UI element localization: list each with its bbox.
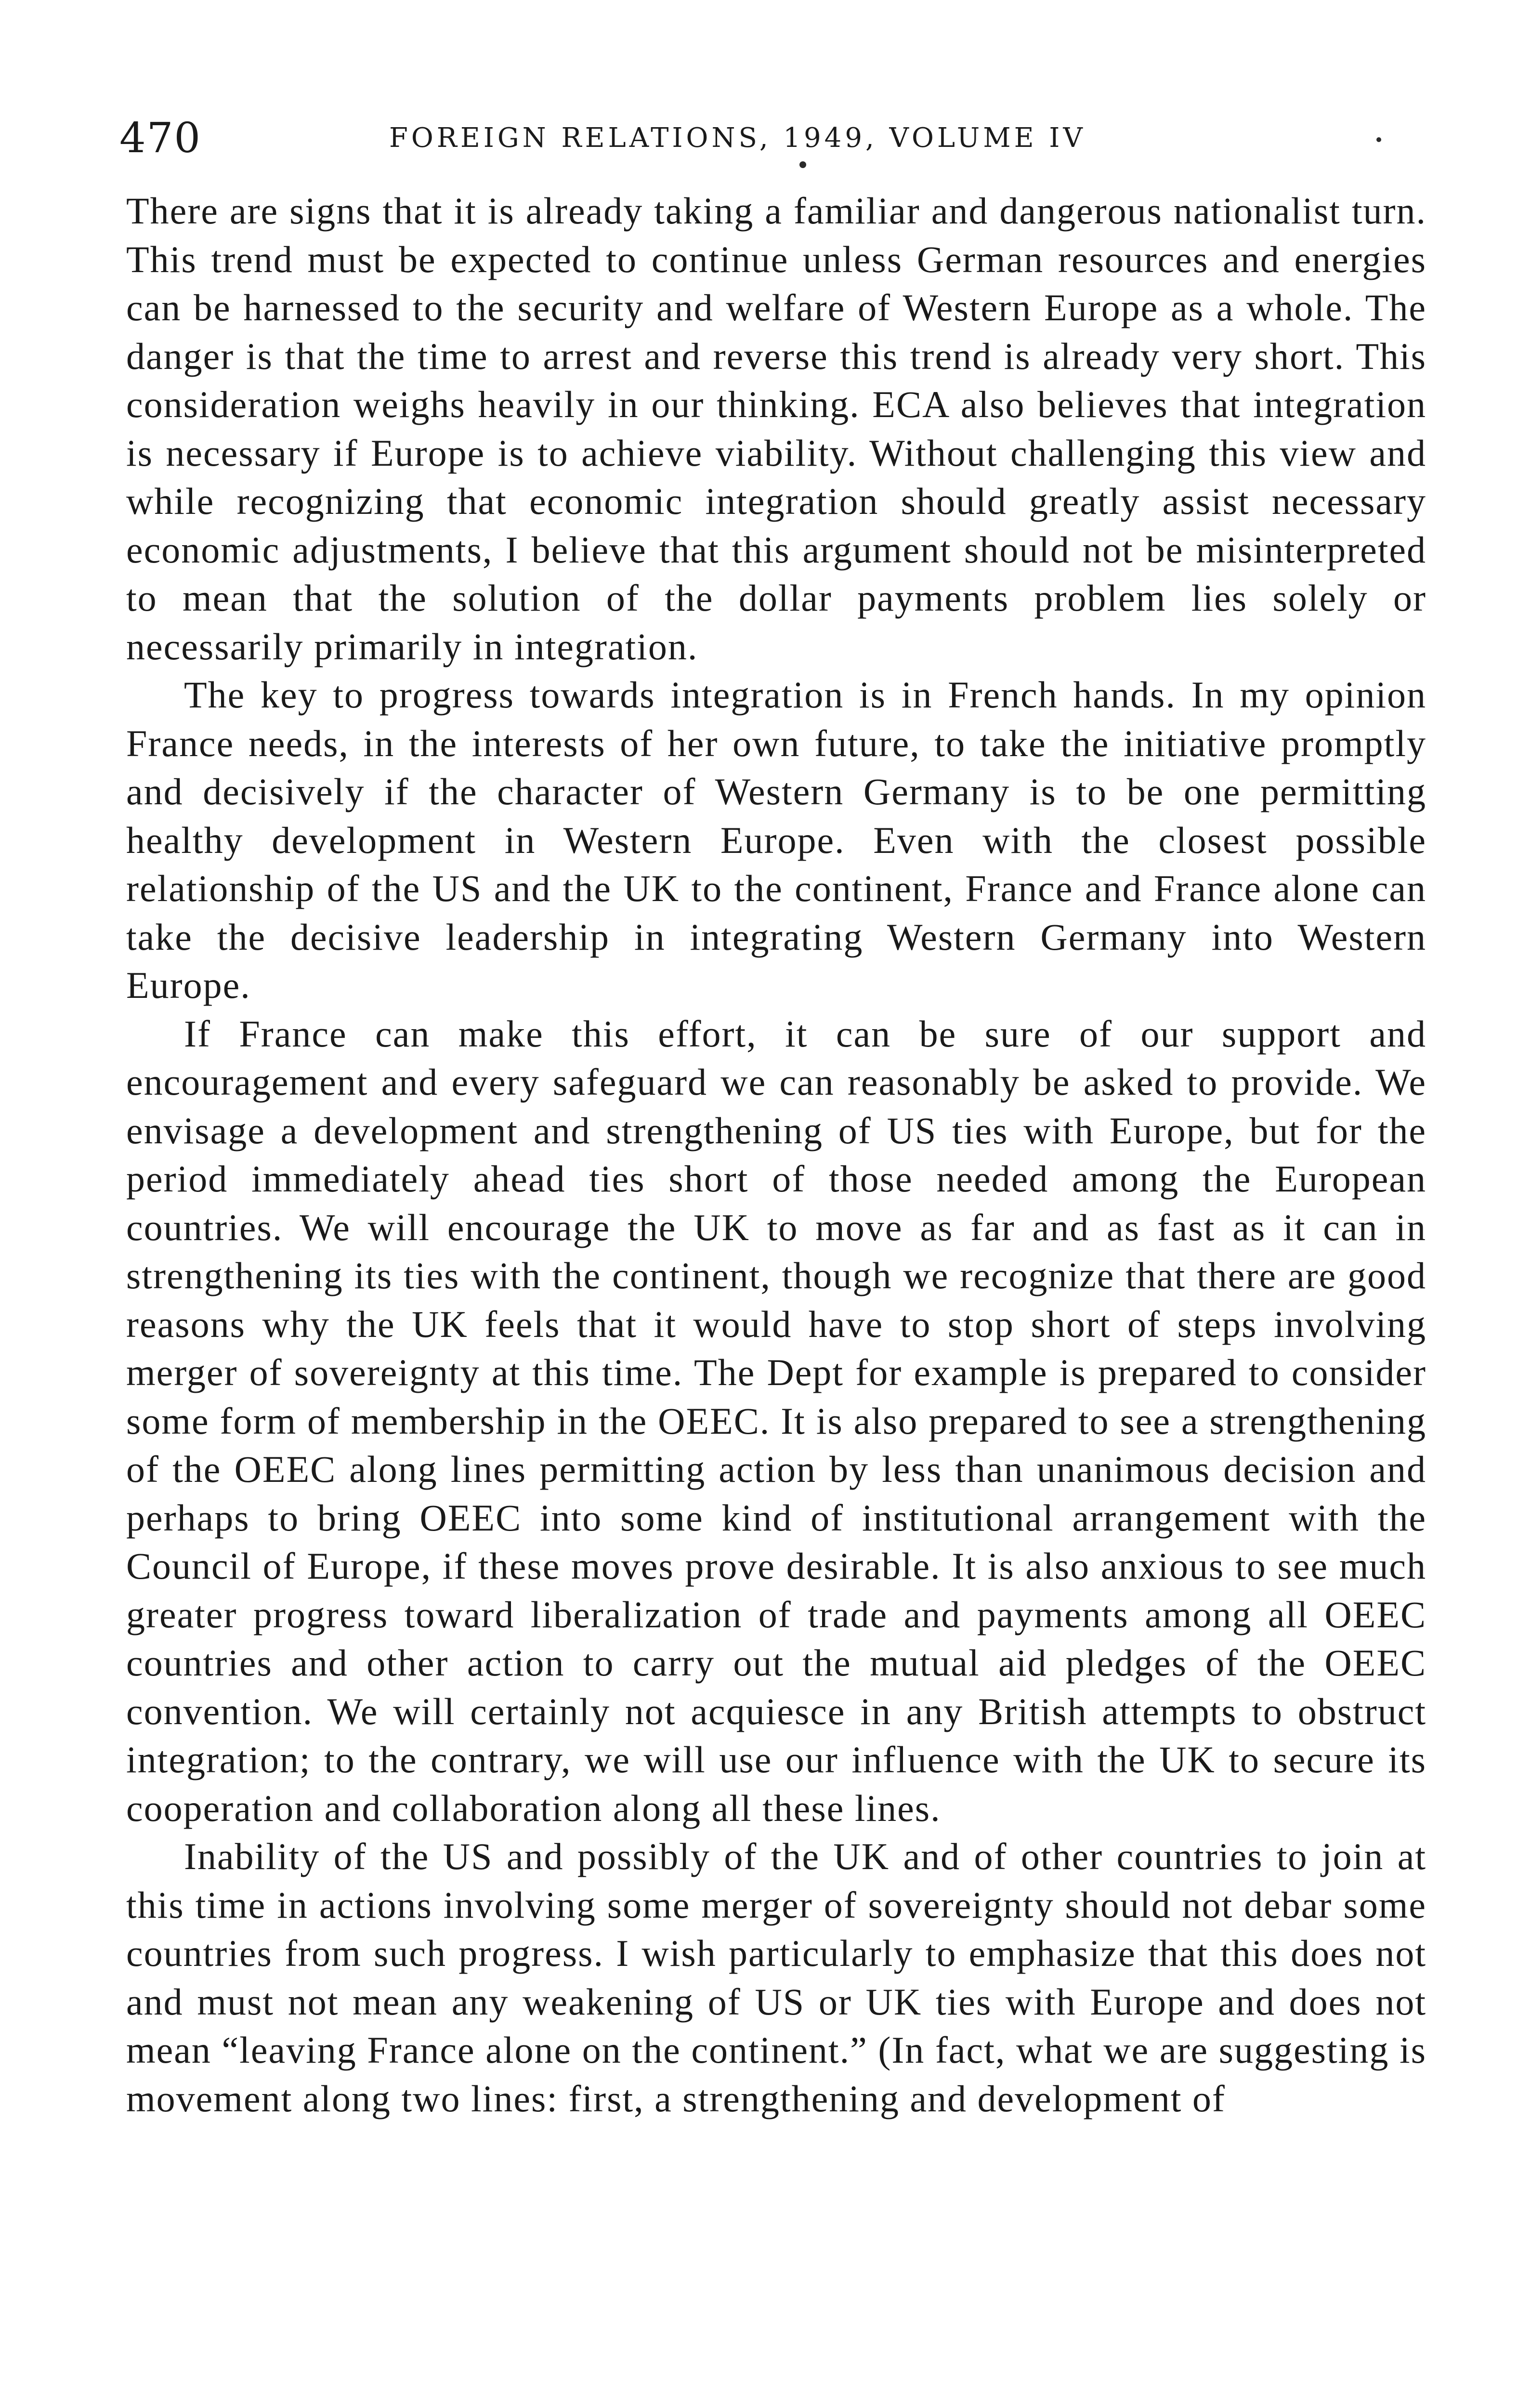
page-number: 470 (119, 114, 202, 162)
paragraph-4: Inability of the US and possibly of the UK and of other countries to join at this time in actions involving some merger of sovereignty should not debar some countries from such progress. I wish particularly to emphasize that this does not and must not mean any weakening of US or UK ties with Europe and does not mean “leaving France alone on the continent.” (In fact, what we are suggesting is movement along two lines: first, a strengthening and development of (126, 1835, 1426, 2120)
running-head-title: FOREIGN RELATIONS, 1949, VOLUME IV (389, 122, 1086, 154)
print-mark-dot (799, 161, 806, 168)
body-text (126, 187, 1426, 2123)
paragraph-1: There are signs that it is already taking a familiar and dangerous nationalist turn. This trend must be expected to continue unless German resources and energies can be harnessed to the security and welfare of Western Europe as a whole. The danger is that the time to arrest and reverse this trend is already very short. This consideration weighs heavily in our thinking. ECA also believes that integration is necessary if Europe is to achieve viability. Without challenging this view and while recognizing that economic integration should greatly assist necessary economic adjustments, I believe that this argument should not be misinterpreted to mean that the solution of the dollar payments problem lies solely or necessarily primarily in integration. (126, 190, 1426, 667)
paragraph-3: If France can make this effort, it can be sure of our support and encouragement and every safeguard we can reasonably be asked to provide. We envisage a development and strengthening of US ties with Europe, but for the period immediately ahead ties short of those needed among the European countries. We will encourage the UK to move as far and as fast as it can in strengthening its ties with the continent, though we recognize that there are good reasons why the UK feels that it would have to stop short of steps involving merger of sovereignty at this time. The Dept for example is prepared to consider some form of membership in the OEEC. It is also prepared to see a strengthening of the OEEC along lines permitting action by less than unanimous decision and perhaps to bring OEEC into some kind of institutional arrangement with the Council of Europe, if these moves prove desirable. It is also anxious to see much greater progress toward liberalization of trade and payments among all OEEC countries and other action to carry out the mutual aid pledges of the OEEC convention. We will certainly not acquiesce in any British attempts to obstruct integration; to the contrary, we will use our influence with the UK to secure its cooperation and collaboration along all these lines. (126, 1012, 1426, 1829)
print-mark-dot-right (1376, 137, 1381, 142)
running-head (119, 112, 1429, 165)
paragraph-2: The key to progress towards integration is in French hands. In my opinion France needs, in the interests of her own future, to take the initiative promptly and decisively if the character of Western Germany is to be one permitting healthy development in Western Europe. Even with the closest possible relationship of the US and the UK to the continent, France and France alone can take the decisive leadership in integrating Western Germany into Western Europe. (126, 674, 1426, 1006)
